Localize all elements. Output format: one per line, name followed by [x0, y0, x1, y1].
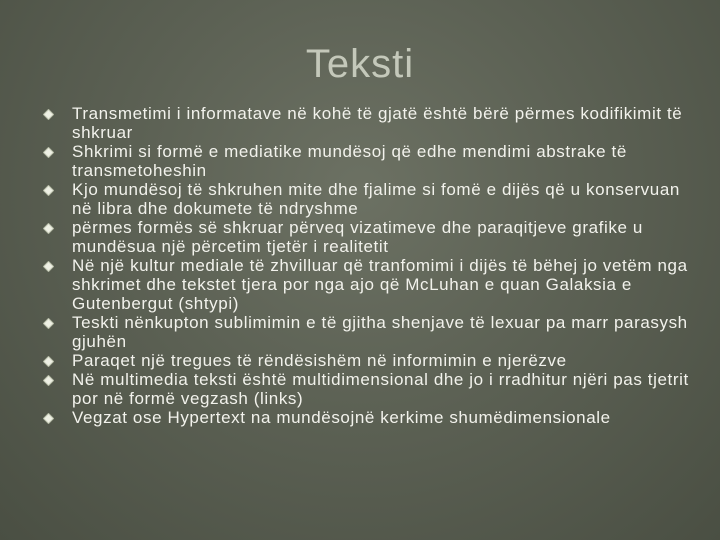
bullet-text: Shkrimi si formë e mediatike mundësoj që edhe mendimi abstrake të transmetoheshin — [72, 142, 627, 180]
bullet-text: Transmetimi i informatave në kohë të gjatë është bërë përmes kodifikimit të shkruar — [72, 104, 683, 142]
bullet-text: Vegzat ose Hypertext na mundësojnë kerkime shumëdimensionale — [72, 408, 611, 427]
slide-title: Teksti — [305, 42, 415, 86]
bullet-item — [40, 256, 690, 313]
bullet-item — [40, 351, 690, 370]
bullet-item — [40, 218, 690, 256]
bullet-text: Paraqet një tregues të rëndësishëm në informimin e njerëzve — [72, 351, 567, 370]
bullet-item — [40, 370, 690, 408]
bullet-text: Në multimedia teksti është multidimensional dhe jo i rradhitur njëri pas tjetrit por në formë vegzash (links) — [72, 370, 689, 408]
bullet-item — [40, 313, 690, 351]
bullet-list — [40, 104, 690, 427]
bullet-text: Teskti nënkupton sublimimin e të gjitha shenjave të lexuar pa marr parasysh gjuhën — [72, 313, 688, 351]
bullet-item — [40, 142, 690, 180]
bullet-item — [40, 180, 690, 218]
bullet-item — [40, 408, 690, 427]
bullet-text: Kjo mundësoj të shkruhen mite dhe fjalime si fomë e dijës që u konservuan në libra dhe dokumete të ndryshme — [72, 180, 680, 218]
bullet-text: Në një kultur mediale të zhvilluar që tranfomimi i dijës të bëhej jo vetëm nga shkrimet dhe tekstet tjera por nga ajo që McLuhan e quan Galaksia e Gutenbergut (shtypi) — [72, 256, 688, 313]
bullet-item — [40, 104, 690, 142]
bullet-text: përmes formës së shkruar përveq vizatimeve dhe paraqitjeve grafike u mundësua një përcetim tjetër i realitetit — [72, 218, 643, 256]
